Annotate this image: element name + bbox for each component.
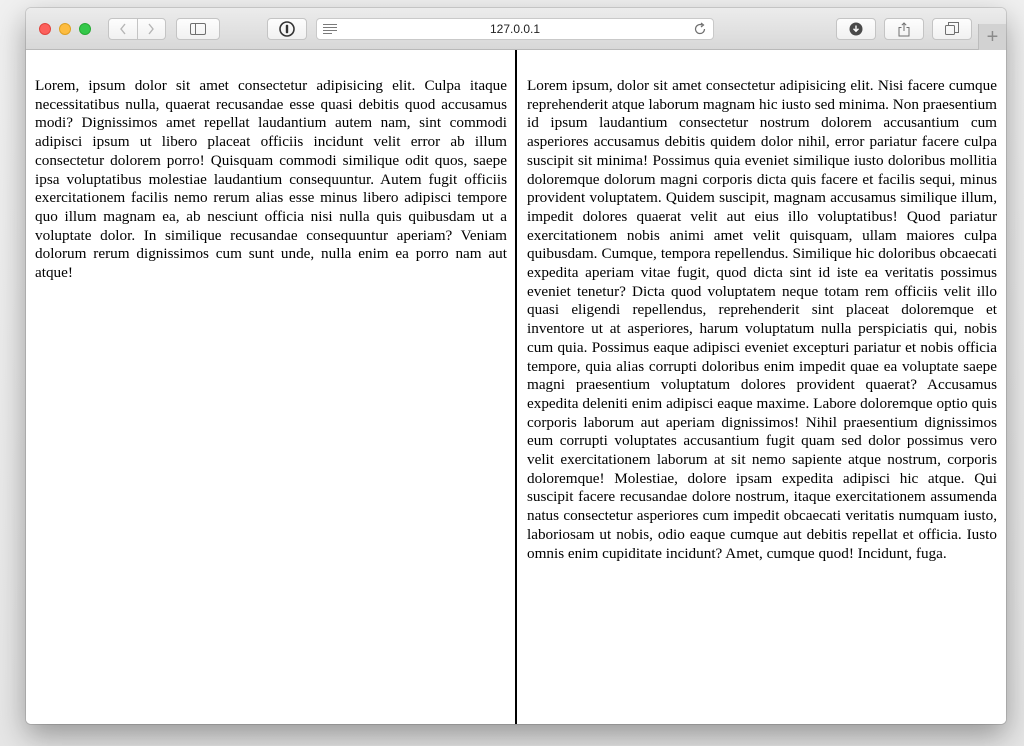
page-content [26, 50, 1006, 724]
chevron-right-icon [147, 23, 155, 35]
back-button[interactable] [109, 19, 137, 39]
sidebar-button[interactable] [176, 18, 220, 40]
downloads-button[interactable] [836, 18, 876, 40]
right-column [517, 50, 1006, 724]
reload-icon[interactable] [693, 22, 707, 36]
share-button[interactable] [884, 18, 924, 40]
right-column-text: Lorem ipsum, dolor sit amet consectetur adipisicing elit. Nisi facere cumque reprehenderit atque laborum magnam hic iusto sed minima. Non praesentium id ipsum laudantium consectetur nostrum dolorem accusantium cum asperiores accusamus debitis quidem dolor nihil, error pariatur facere culpa suscipit sit minima! Possimus quia eveniet similique iusto doloribus mollitia doloremque dolorum magni corporis dicta quis facere et facilis sequi, minus provident voluptatem. Quidem suscipit, magnam accusamus similique illum, impedit dolores quaerat velit aut eius illo voluptatibus! Quod pariatur exercitationem nobis animi amet velit quisquam, ullam maiores culpa quibusdam. Cumque, tempora repellendus. Similique hic doloribus obcaecati expedita aperiam vitae fugit, quod dicta sint id iste ea veritatis possimus eveniet tenetur? Dicta quod voluptatem neque totam rem officiis velit illo quasi eligendi repellendus, reprehenderit sint placeat doloremque et inventore ut at asperiores, harum voluptatum nulla perspiciatis qui, nobis cum quia. Possimus eaque adipisci eveniet excepturi pariatur et nobis officia tempore, quia alias corrupti doloribus enim impedit quae ea voluptate saepe magni praesentium voluptatum dolores provident quaerat? Accusamus expedita deleniti enim adipisci eaque maxime. Labore doloremque optio quis corporis laborum aut aperiam dignissimos! Nihil praesentium dignissimos eum corrupti voluptates accusantium fugit quam sed dolor possimus vero velit exercitationem laborum at sit nemo sapiente atque nostrum, corporis doloremque! Molestiae, dolore ipsam expedita adipisci hic atque. Qui suscipit facere recusandae dolore nostrum, itaque exercitationem assumenda natus consectetur asperiores cum impedit obcaecati veritatis numquam iusto, laboriosam ut nobis, odio eaque cumque aut debitis repellat et officia. Iusto omnis enim cupiditate incidunt? Amet, cumque quod! Incidunt, fuga. [527, 77, 997, 562]
close-window-icon[interactable] [39, 23, 51, 35]
minimize-window-icon[interactable] [59, 23, 71, 35]
url-text[interactable]: 127.0.0.1 [489, 22, 541, 36]
address-bar[interactable] [316, 18, 714, 40]
toolbar [26, 8, 1006, 50]
new-tab-button[interactable]: + [978, 24, 1006, 50]
password-button[interactable] [267, 18, 307, 40]
zoom-window-icon[interactable] [79, 23, 91, 35]
password-manager-icon [279, 21, 295, 37]
sidebar-icon [190, 23, 206, 35]
browser-window [26, 8, 1006, 724]
tabs-overview-button[interactable] [932, 18, 972, 40]
back-forward-buttons [108, 18, 166, 40]
download-icon [849, 22, 863, 36]
forward-button[interactable] [137, 19, 166, 39]
left-column [26, 50, 515, 724]
left-column-text: Lorem, ipsum dolor sit amet consectetur adipisicing elit. Culpa itaque necessitatibus nulla, quaerat recusandae esse quasi debitis quod accusamus modi? Dignissimos amet repellat laudantium autem nam, sint commodi adipisci ipsum ut libero placeat officiis incidunt velit error ab illum consectetur dolorem porro! Quisquam commodi similique odit quos, saepe ipsa voluptatibus molestiae laudantium consequuntur. Autem fugit officiis exercitationem facilis nemo rerum alias esse minus libero adipisci tempore quo illum magnam ea, ab nesciunt officia nisi nulla quis quibusdam ut a voluptate dolor. In similique recusandae consequuntur aperiam? Veniam dolorum rerum dignissimos cum sunt unde, nulla enim ea porro nam aut atque! [35, 77, 507, 282]
chevron-left-icon [119, 23, 127, 35]
tabs-overview-icon [945, 22, 959, 36]
share-icon [898, 22, 910, 37]
